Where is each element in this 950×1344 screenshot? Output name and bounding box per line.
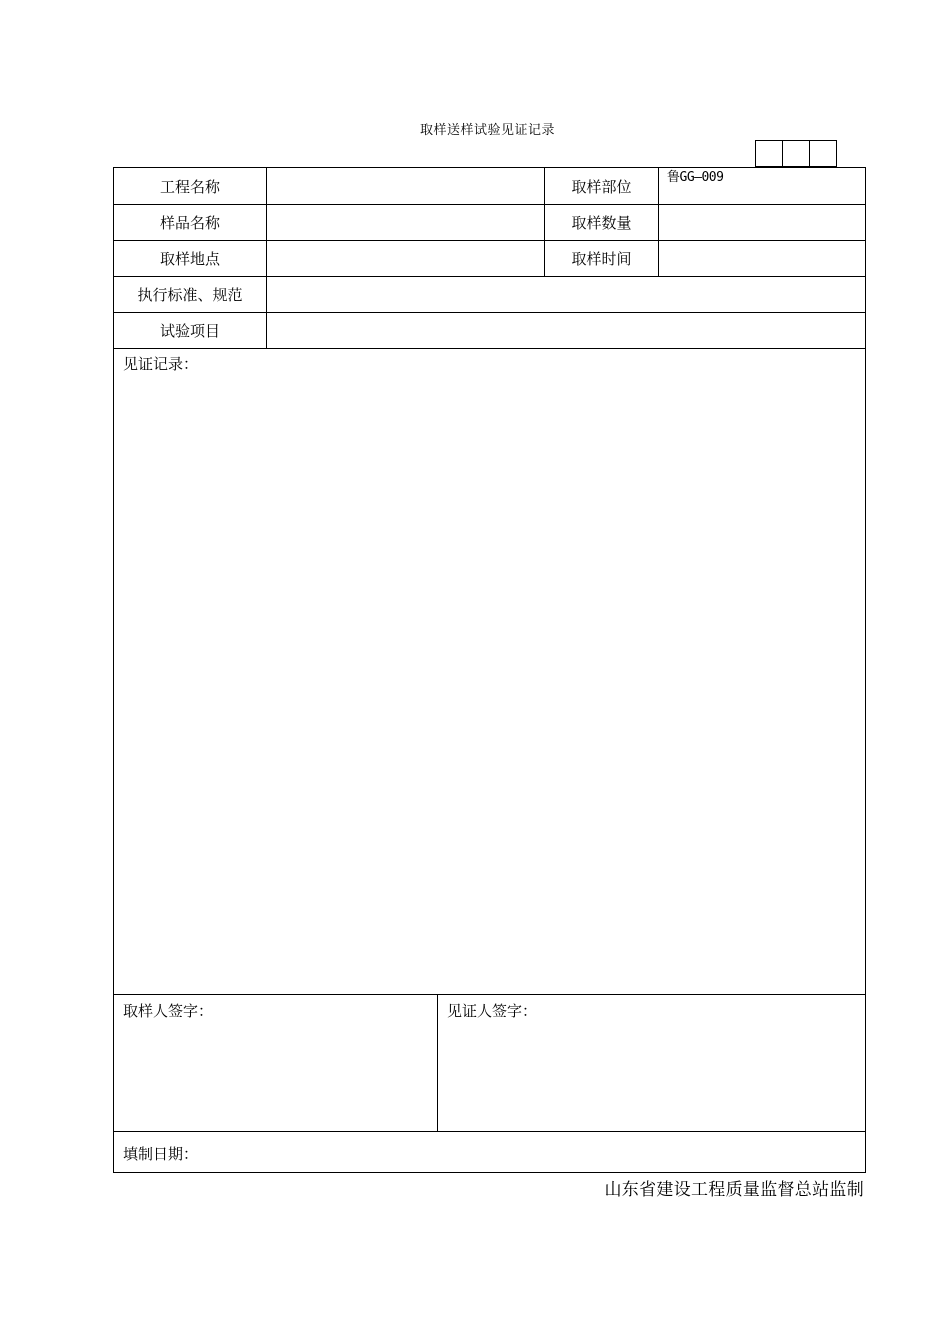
witness-record-area[interactable]	[114, 372, 865, 994]
sample-quantity-field[interactable]	[659, 205, 865, 240]
serial-box-3[interactable]	[809, 140, 837, 167]
issuer-footer: 山东省建设工程质量监督总站监制	[604, 1180, 864, 1200]
date-divider	[114, 1131, 865, 1132]
sampling-part-label: 取样部位	[571, 177, 632, 196]
test-items-label: 试验项目	[159, 322, 220, 340]
form-code: 鲁GG—009	[667, 170, 724, 185]
sampler-signature-label: 取样人签字：	[123, 1002, 214, 1020]
project-name-field[interactable]	[267, 168, 544, 204]
record-section	[113, 348, 866, 1173]
witness-record-label: 见证记录：	[123, 355, 199, 373]
sampling-time-label: 取样时间	[571, 250, 632, 268]
serial-box-1[interactable]	[755, 140, 783, 167]
document-title: 取样送样试验见证记录	[419, 123, 555, 138]
standard-label: 执行标准、规范	[137, 286, 243, 304]
sample-quantity-label: 取样数量	[571, 214, 632, 232]
sample-name-field[interactable]	[267, 205, 544, 240]
sample-name-label: 样品名称	[159, 214, 220, 232]
info-table	[113, 167, 866, 349]
witness-signature-label: 见证人签字：	[447, 1002, 538, 1020]
sampling-location-label: 取样地点	[159, 250, 220, 268]
sampling-time-field[interactable]	[659, 241, 865, 276]
test-items-field[interactable]	[267, 313, 865, 348]
sampling-location-field[interactable]	[267, 241, 544, 276]
section-divider	[114, 994, 865, 995]
serial-box-2[interactable]	[782, 140, 810, 167]
witness-signature-area[interactable]	[438, 1023, 865, 1130]
sampling-part-field[interactable]	[659, 168, 865, 204]
sampler-signature-area[interactable]	[114, 1023, 437, 1130]
serial-number-boxes[interactable]	[755, 140, 837, 167]
standard-field[interactable]	[267, 277, 865, 312]
fill-date-label: 填制日期：	[123, 1145, 199, 1163]
project-name-label: 工程名称	[159, 177, 220, 196]
fill-date-field[interactable]	[194, 1136, 494, 1168]
